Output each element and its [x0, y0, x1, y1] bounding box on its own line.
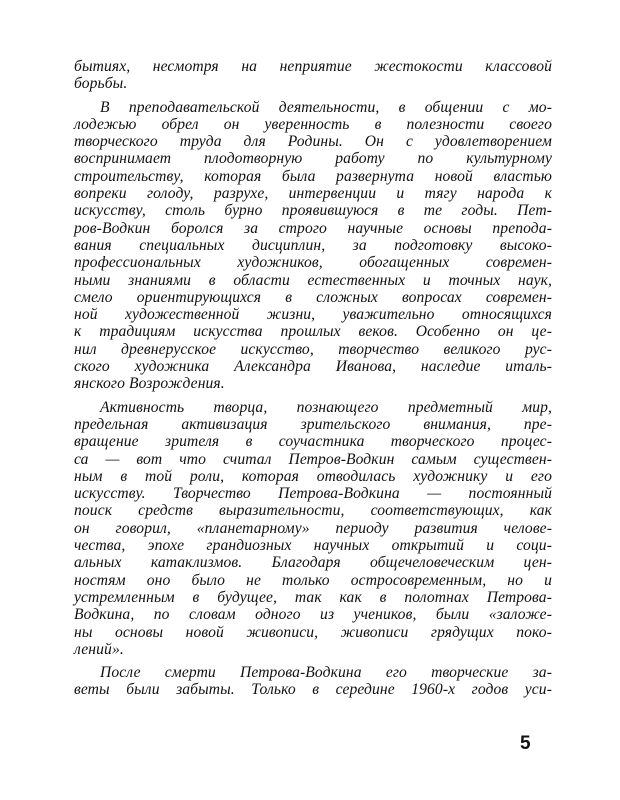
text-line: лодежью обрел он уверенность в полезности своего	[74, 115, 552, 133]
text-line: искусству. Творчество Петрова-Водкина — постоянный	[74, 485, 552, 503]
text-line: После смерти Петрова-Водкина его творческие за-	[100, 664, 552, 682]
text-line: творческого труда для Родины. Он с удовлетворением	[74, 133, 552, 151]
text-line: искусству, столь бурно проявившуюся в те годы. Пет-	[74, 202, 552, 220]
text-line: веты были забыты. Только в середине 1960-х годов уси-	[74, 681, 552, 699]
text-line: янского Возрождения.	[74, 375, 225, 393]
paragraph-3	[74, 399, 552, 658]
text-line: он говорил, «планетарному» периоду развития челове-	[74, 519, 552, 537]
text-line: вращение зрителя в соучастника творческого процес-	[74, 433, 552, 451]
text-line: строительству, которая была развернута новой властью	[74, 167, 552, 185]
text-line: устремленным в будущее, так как в полотнах Петрова-	[74, 588, 552, 606]
page-number: 5	[520, 733, 531, 754]
text-line: воспринимает плодотворную работу по культурному	[74, 150, 552, 168]
paragraph-2	[74, 99, 552, 393]
text-line: поиск средств выразительности, соответствующих, как	[74, 502, 552, 520]
text-line: вания специальных дисциплин, за подготовку высоко-	[74, 236, 552, 254]
paragraph-4	[74, 664, 552, 699]
text-line: нил древнерусское искусство, творчество великого рус-	[74, 340, 552, 358]
paragraph-1	[74, 58, 552, 93]
text-line: ным в той роли, которая отводилась художнику и его	[74, 467, 552, 485]
text-line: ными знаниями в области естественных и точных наук,	[74, 271, 552, 289]
text-line: Водкина, по словам одного из учеников, были «заложе-	[74, 606, 552, 624]
text-line: ностям оно было не только остросовременным, но и	[74, 571, 552, 589]
text-line: ной художественной жизни, уважительно относящихся	[74, 306, 552, 324]
text-line: са — вот что считал Петров-Водкин самым существен-	[74, 450, 552, 468]
text-line: ского художника Александра Иванова, наследие италь-	[74, 358, 552, 376]
body-text	[74, 58, 552, 699]
text-line: предельная активизация зрительского внимания, пре-	[74, 415, 552, 433]
text-line: В преподавательской деятельности, в общении с мо-	[100, 98, 552, 116]
text-line: Активность творца, познающего предметный мир,	[100, 398, 552, 416]
text-line: вопреки голоду, разрухе, интервенции и тягу народа к	[74, 185, 552, 203]
text-line: лений».	[74, 640, 124, 658]
text-line: смело ориентирующихся в сложных вопросах современ-	[74, 288, 552, 306]
text-line: борьбы.	[74, 75, 128, 93]
text-line: профессиональных художников, обогащенных современ-	[74, 254, 552, 272]
text-line: к традициям искусства прошлых веков. Особенно он це-	[74, 323, 552, 341]
text-line: ров-Водкин боролся за строго научные основы препода-	[74, 219, 552, 237]
text-line: ны основы новой живописи, живописи грядущих поко-	[74, 623, 552, 641]
text-line: бытиях, несмотря на неприятие жестокости классовой	[74, 58, 552, 75]
text-line: чества, эпохе грандиозных научных открытий и соци-	[74, 537, 552, 555]
text-line: альных катаклизмов. Благодаря общечеловеческим цен-	[74, 554, 552, 572]
